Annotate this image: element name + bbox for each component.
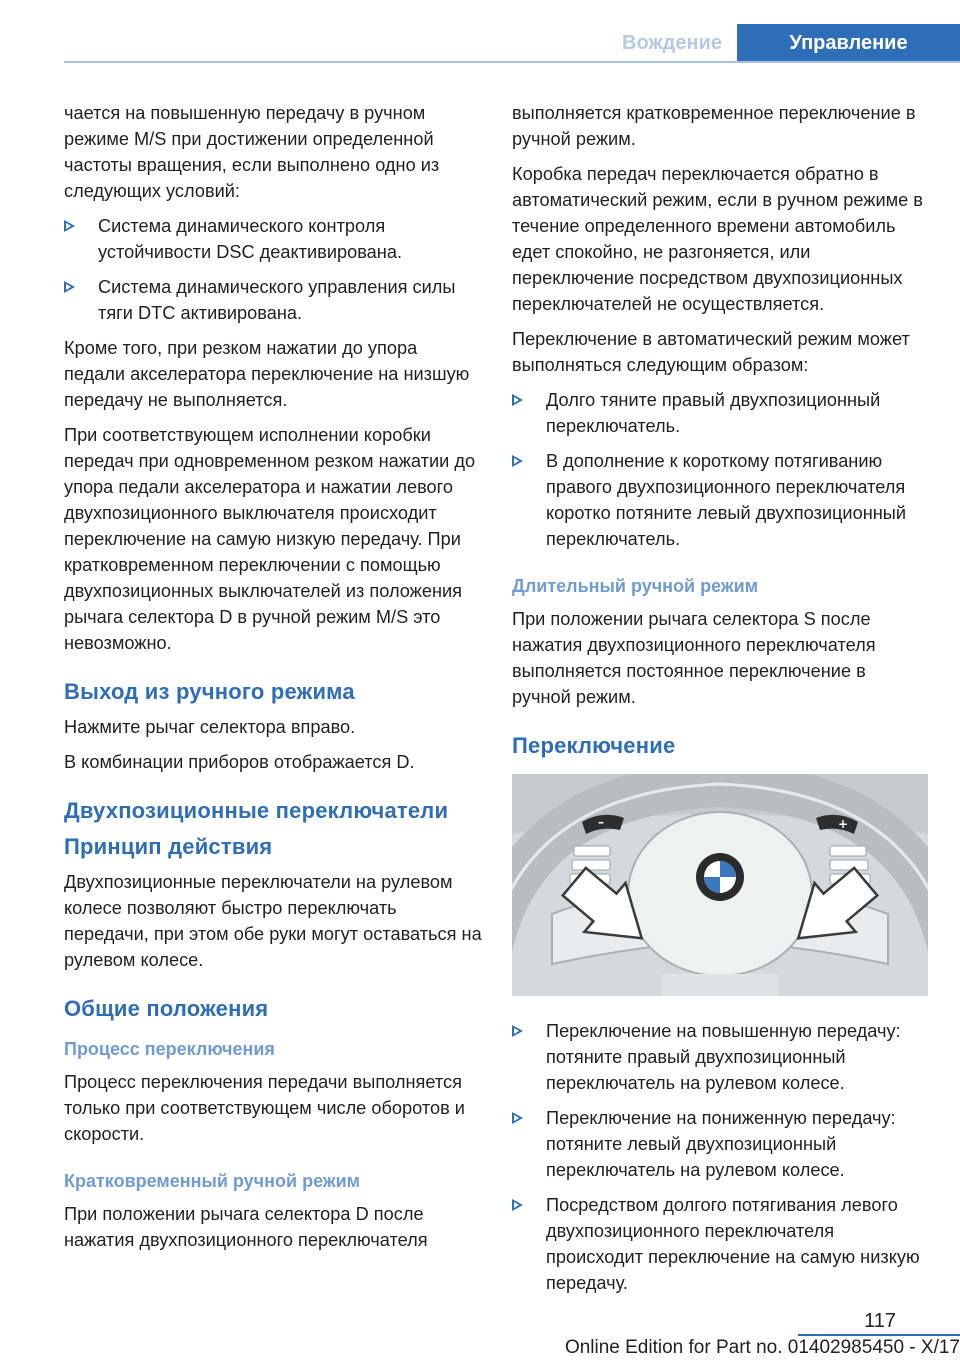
paragraph: При положении рычага селектора D после нажатия двухпозиционного переключателя	[64, 1204, 428, 1250]
list-item-text: Долго тяните правый двухпозиционный переключатель.	[546, 390, 881, 436]
plus-label: +	[838, 817, 849, 831]
heading-principle: Принцип действия	[64, 834, 273, 859]
header-rule	[64, 61, 960, 63]
paragraph: Коробка передач переключается обратно в автоматический режим, если в ручном режиме в течение определенного времени автомобиль едет спокойно, не разгоняется, или переключение посредством двухпозиционных переключателей не осуществляется.	[512, 164, 923, 314]
bullet-arrow-icon	[512, 1025, 523, 1037]
heading-general: Общие положения	[64, 996, 269, 1021]
left-column	[64, 100, 482, 1262]
paragraph: чается на повышенную передачу в ручном режиме M/S при достижении определенной частоты вращения, если выполнено одно из следующих условий:	[64, 103, 440, 201]
list-item	[512, 448, 928, 552]
edition-note: Online Edition for Part no. 01402985450 - X/17	[564, 1337, 960, 1358]
paragraph: При положении рычага селектора S после нажатия двухпозиционного переключателя выполняется постоянное переключение в ручной режим.	[512, 609, 876, 707]
heading-long-manual-mode: Длительный ручной режим	[512, 576, 759, 596]
bullet-arrow-icon	[512, 1199, 523, 1211]
bullet-list	[512, 1018, 928, 1296]
paragraph: В комбинации приборов отображается D.	[64, 752, 415, 772]
bullet-list	[512, 387, 928, 552]
paragraph: При соответствующем исполнении коробки передач при одновременном резком нажатии до упора педали акселератора и нажатии левого двухпозиционного выключателя происходит переключение на самую низкую передачу. При кратковременном переключении с помощью двухпозиционных выключателей из положения рычага селектора D в ручной режим M/S это невозможно.	[64, 425, 476, 653]
list-item	[64, 213, 482, 265]
list-item	[512, 1192, 928, 1296]
header-section-driving[interactable]: Вождение	[622, 32, 722, 54]
heading-exit-manual-mode: Выход из ручного режима	[64, 679, 355, 704]
steering-wheel-figure	[512, 774, 928, 996]
paragraph: Переключение в автоматический режим может выполняться следующим образом:	[512, 329, 910, 375]
list-item	[512, 387, 928, 439]
list-item-text: В дополнение к короткому потягиванию правого двухпозиционного переключателя коротко потяните левый двухпозиционный переключатель.	[546, 451, 907, 549]
bullet-arrow-icon	[512, 455, 523, 467]
list-item-text: Переключение на пониженную передачу: потяните левый двухпозиционный переключатель на рулевом колесе.	[546, 1108, 896, 1180]
list-item	[512, 1105, 928, 1183]
steering-wheel-illustration	[512, 774, 928, 996]
list-item	[512, 1018, 928, 1096]
footer-rule	[798, 1334, 960, 1336]
minus-label: –	[598, 815, 604, 829]
bullet-list	[64, 213, 482, 326]
paragraph: Процесс переключения передачи выполняется только при соответствующем числе оборотов и скорости.	[64, 1072, 465, 1144]
page-header	[0, 0, 960, 62]
bullet-arrow-icon	[64, 220, 75, 232]
bullet-arrow-icon	[512, 394, 523, 406]
bullet-arrow-icon	[64, 281, 75, 293]
paragraph: Кроме того, при резком нажатии до упора педали акселератора переключение на низшую передачу не выполняется.	[64, 338, 470, 410]
heading-paddle-switches: Двухпозиционные переключатели	[64, 798, 449, 823]
page-number: 117	[864, 1310, 896, 1332]
bullet-arrow-icon	[512, 1112, 523, 1124]
paragraph: Нажмите рычаг селектора вправо.	[64, 717, 356, 737]
list-item	[64, 274, 482, 326]
list-item-text: Система динамического управления силы тяги DTC активирована.	[98, 277, 456, 323]
heading-short-manual-mode: Кратковременный ручной режим	[64, 1171, 360, 1191]
list-item-text: Система динамического контроля устойчивости DSC деактивирована.	[98, 216, 403, 262]
paragraph: Двухпозиционные переключатели на рулевом колесе позволяют быстро переключать передачи, при этом обе руки могут оставаться на рулевом колесе.	[64, 872, 482, 970]
paragraph: выполняется кратковременное переключение в ручной режим.	[512, 103, 916, 149]
heading-switching: Переключение	[512, 733, 676, 758]
heading-shift-process: Процесс переключения	[64, 1039, 275, 1059]
list-item-text: Посредством долгого потягивания левого двухпозиционного переключателя происходит переключение на самую низкую передачу.	[546, 1195, 920, 1293]
list-item-text: Переключение на повышенную передачу: потяните правый двухпозиционный переключатель на рулевом колесе.	[546, 1021, 901, 1093]
header-section-control[interactable]: Управление	[737, 24, 960, 62]
right-column	[512, 100, 928, 1305]
